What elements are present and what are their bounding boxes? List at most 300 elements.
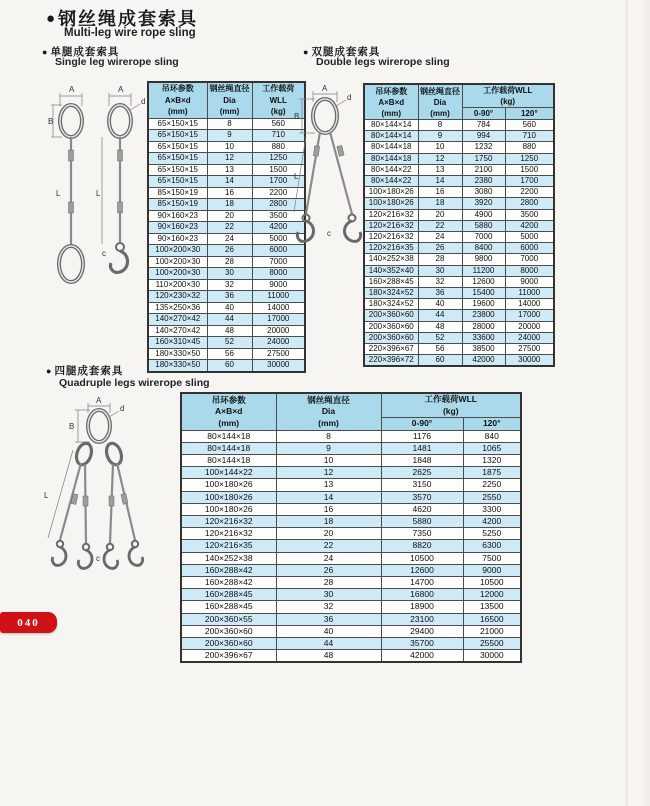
table-cell: 80×144×14	[364, 120, 418, 131]
table-cell: 30000	[505, 355, 554, 367]
table-cell: 100×180×26	[364, 198, 418, 209]
table-cell: 90×160×23	[148, 233, 207, 245]
table-cell: 18900	[381, 601, 463, 613]
dim-label-b: B	[69, 422, 75, 431]
table-row	[148, 118, 305, 130]
dim-label-c: c	[96, 554, 100, 563]
table-row	[148, 233, 305, 245]
table-cell: 40	[418, 299, 462, 310]
table-cell: 1750	[462, 153, 505, 164]
table-row	[148, 222, 305, 234]
table-cell: 1500	[252, 164, 305, 176]
table-cell: 9	[207, 130, 252, 142]
table-cell: 10	[207, 141, 252, 153]
table-cell: 22	[207, 222, 252, 234]
section-title-double-cn: 双腿成套索具	[311, 46, 381, 58]
table-cell: 44	[207, 314, 252, 326]
table-row	[148, 141, 305, 153]
table-row	[181, 479, 521, 491]
table-cell: 13	[276, 479, 381, 491]
table-cell: 5250	[463, 528, 521, 540]
table-cell: 180×330×50	[148, 360, 207, 372]
col-header-angle-120: 120°	[505, 108, 554, 120]
table-cell: 13	[207, 164, 252, 176]
table-row	[364, 243, 554, 254]
table-cell: 1500	[505, 164, 554, 175]
bullet-icon: ●	[42, 46, 49, 57]
table-row	[181, 454, 521, 466]
table-cell: 160×288×42	[181, 576, 276, 588]
table-cell: 23800	[462, 310, 505, 321]
table-cell: 20	[207, 210, 252, 222]
table-cell: 16800	[381, 589, 463, 601]
table-cell: 2100	[462, 164, 505, 175]
table-cell: 12	[276, 467, 381, 479]
table-row	[181, 528, 521, 540]
table-cell: 560	[252, 118, 305, 130]
table-cell: 33600	[462, 332, 505, 343]
table-row	[148, 187, 305, 199]
table-row	[364, 288, 554, 299]
table-row	[364, 142, 554, 153]
table-row	[364, 153, 554, 164]
table-cell: 2200	[252, 187, 305, 199]
table-cell: 65×150×15	[148, 118, 207, 130]
table-cell: 120×216×32	[364, 209, 418, 220]
table-cell: 35700	[381, 637, 463, 649]
table-row	[148, 164, 305, 176]
table-cell: 120×216×32	[364, 232, 418, 243]
table-row	[364, 344, 554, 355]
table-cell: 52	[418, 332, 462, 343]
quadruple-legs-table	[180, 392, 522, 663]
table-cell: 5000	[505, 232, 554, 243]
table-cell: 30000	[252, 360, 305, 372]
table-cell: 80×144×22	[364, 176, 418, 187]
table-row	[364, 232, 554, 243]
double-legs-sling-diagram	[292, 84, 372, 256]
table-cell: 7500	[463, 552, 521, 564]
table-cell: 12	[418, 153, 462, 164]
table-cell: 38500	[462, 344, 505, 355]
table-row	[364, 254, 554, 265]
paper-edge-shade	[642, 0, 650, 806]
table-cell: 560	[505, 120, 554, 131]
col-header-wll: 工作载荷 WLL (kg)	[252, 82, 305, 118]
table-cell: 8820	[381, 540, 463, 552]
table-cell: 13500	[463, 601, 521, 613]
table-cell: 60	[418, 355, 462, 367]
table-cell: 10500	[381, 552, 463, 564]
table-cell: 4900	[462, 209, 505, 220]
section-title-quad	[46, 363, 123, 378]
table-cell: 24000	[252, 337, 305, 349]
table-cell: 880	[252, 141, 305, 153]
table-cell: 1065	[463, 442, 521, 454]
table-cell: 200×360×60	[364, 310, 418, 321]
table-cell: 7000	[505, 254, 554, 265]
table-cell: 30	[207, 268, 252, 280]
table-cell: 4200	[463, 515, 521, 527]
table-cell: 80×144×18	[364, 153, 418, 164]
table-cell: 140×270×42	[148, 314, 207, 326]
single-leg-table	[147, 81, 306, 373]
table-cell: 12600	[381, 564, 463, 576]
table-row	[364, 187, 554, 198]
table-row	[148, 245, 305, 257]
col-header-angle-0-90: 0-90°	[381, 418, 463, 431]
table-cell: 100×180×26	[181, 491, 276, 503]
table-cell: 60	[207, 360, 252, 372]
table-cell: 120×216×32	[181, 528, 276, 540]
table-cell: 14000	[252, 302, 305, 314]
table-cell: 120×216×32	[364, 220, 418, 231]
table-cell: 28000	[462, 321, 505, 332]
table-row	[148, 291, 305, 303]
table-row	[364, 321, 554, 332]
table-cell: 3920	[462, 198, 505, 209]
page-title-cn: 钢丝绳成套索具	[58, 9, 199, 29]
table-row	[181, 467, 521, 479]
table-row	[364, 120, 554, 131]
table-cell: 5000	[252, 233, 305, 245]
col-header-angle-120: 120°	[463, 418, 521, 431]
dim-label-d: d	[347, 93, 352, 102]
table-cell: 160×288×45	[364, 276, 418, 287]
table-cell: 48	[276, 650, 381, 663]
table-cell: 1250	[252, 153, 305, 165]
table-cell: 8	[418, 120, 462, 131]
table-cell: 220×396×72	[364, 355, 418, 367]
table-cell: 56	[418, 344, 462, 355]
table-cell: 8	[207, 118, 252, 130]
table-cell: 3500	[252, 210, 305, 222]
table-cell: 40	[276, 625, 381, 637]
table-cell: 4200	[252, 222, 305, 234]
table-cell: 21000	[463, 625, 521, 637]
table-cell: 6000	[252, 245, 305, 257]
table-cell: 8000	[252, 268, 305, 280]
table-cell: 10	[276, 454, 381, 466]
table-cell: 1176	[381, 430, 463, 442]
table-cell: 9	[276, 442, 381, 454]
table-cell: 32	[276, 601, 381, 613]
table-cell: 784	[462, 120, 505, 131]
table-row	[181, 552, 521, 564]
table-row	[364, 220, 554, 231]
table-cell: 16	[276, 503, 381, 515]
table-cell: 65×150×15	[148, 153, 207, 165]
table-cell: 100×200×30	[148, 268, 207, 280]
table-cell: 180×330×50	[148, 348, 207, 360]
table-cell: 22	[418, 220, 462, 231]
page-number: 040	[17, 616, 40, 629]
table-row	[364, 355, 554, 367]
table-cell: 100×200×30	[148, 245, 207, 257]
table-cell: 2380	[462, 176, 505, 187]
table-cell: 1232	[462, 142, 505, 153]
table-cell: 14	[276, 491, 381, 503]
table-cell: 7000	[252, 256, 305, 268]
table-cell: 26	[207, 245, 252, 257]
table-row	[148, 199, 305, 211]
table-row	[148, 153, 305, 165]
table-cell: 14700	[381, 576, 463, 588]
table-cell: 28	[276, 576, 381, 588]
table-cell: 3300	[463, 503, 521, 515]
table-cell: 13	[418, 164, 462, 175]
table-row	[148, 176, 305, 188]
table-row	[148, 130, 305, 142]
table-cell: 2250	[463, 479, 521, 491]
table-cell: 20000	[505, 321, 554, 332]
table-cell: 16	[207, 187, 252, 199]
table-cell: 23100	[381, 613, 463, 625]
table-cell: 85×150×19	[148, 187, 207, 199]
table-cell: 11000	[252, 291, 305, 303]
table-cell: 18	[207, 199, 252, 211]
table-cell: 9800	[462, 254, 505, 265]
paper-crease	[626, 0, 628, 806]
section-title-single-en: Single leg wirerope sling	[55, 56, 179, 68]
table-cell: 880	[505, 142, 554, 153]
table-row	[364, 299, 554, 310]
table-cell: 65×150×15	[148, 176, 207, 188]
table-cell: 2800	[252, 199, 305, 211]
table-cell: 90×160×23	[148, 222, 207, 234]
table-cell: 56	[207, 348, 252, 360]
table-row	[148, 256, 305, 268]
dim-label-l: L	[44, 491, 49, 500]
table-cell: 36	[207, 291, 252, 303]
table-row	[181, 503, 521, 515]
table-cell: 100×144×22	[181, 467, 276, 479]
table-cell: 100×200×30	[148, 256, 207, 268]
table-cell: 7000	[462, 232, 505, 243]
table-cell: 20	[418, 209, 462, 220]
table-cell: 180×324×52	[364, 288, 418, 299]
col-header-ring-params: 吊环参数 A×B×d (mm)	[181, 393, 276, 430]
col-header-wll: 工作载荷WLL (kg)	[381, 393, 521, 418]
table-cell: 8400	[462, 243, 505, 254]
section-title-quad-cn: 四腿成套索具	[54, 365, 124, 377]
table-row	[181, 515, 521, 527]
table-row	[181, 589, 521, 601]
dim-label-a: A	[96, 396, 102, 405]
table-cell: 994	[462, 131, 505, 142]
table-cell: 36	[276, 613, 381, 625]
table-cell: 15400	[462, 288, 505, 299]
bullet-icon: ●	[303, 46, 310, 57]
table-cell: 140×270×42	[148, 325, 207, 337]
table-cell: 32	[418, 276, 462, 287]
dim-label-c: c	[102, 249, 106, 258]
table-cell: 200×360×55	[181, 613, 276, 625]
dim-label-l: L	[96, 189, 101, 198]
table-cell: 10	[418, 142, 462, 153]
table-cell: 11000	[505, 288, 554, 299]
table-cell: 80×144×18	[181, 454, 276, 466]
table-cell: 120×230×32	[148, 291, 207, 303]
dim-label-c: c	[327, 229, 331, 238]
table-cell: 710	[252, 130, 305, 142]
quadruple-legs-sling-diagram	[36, 398, 164, 586]
table-cell: 10500	[463, 576, 521, 588]
col-header-rope-dia: 钢丝绳直径 Dia (mm)	[207, 82, 252, 118]
dim-label-d: d	[141, 97, 146, 106]
table-row	[181, 601, 521, 613]
table-cell: 44	[276, 637, 381, 649]
table-cell: 27500	[252, 348, 305, 360]
table-cell: 65×150×15	[148, 164, 207, 176]
table-cell: 1700	[252, 176, 305, 188]
table-cell: 19600	[462, 299, 505, 310]
table-cell: 1481	[381, 442, 463, 454]
table-cell: 30	[418, 265, 462, 276]
table-cell: 52	[207, 337, 252, 349]
table-cell: 200×360×60	[364, 332, 418, 343]
dim-label-a: A	[322, 84, 328, 93]
table-row	[148, 337, 305, 349]
table-cell: 17000	[252, 314, 305, 326]
table-cell: 36	[418, 288, 462, 299]
table-cell: 8	[276, 430, 381, 442]
table-row	[181, 430, 521, 442]
dim-label-l: L	[294, 172, 299, 181]
col-header-rope-dia: 钢丝绳直径 Dia (mm)	[276, 393, 381, 430]
table-cell: 4200	[505, 220, 554, 231]
table-cell: 2200	[505, 187, 554, 198]
table-cell: 1320	[463, 454, 521, 466]
page-title-en: Multi-leg wire rope sling	[64, 27, 196, 39]
table-row	[181, 650, 521, 663]
section-title-quad-en: Quadruple legs wirerope sling	[59, 377, 210, 389]
table-cell: 26	[418, 243, 462, 254]
table-cell: 48	[418, 321, 462, 332]
table-cell: 3080	[462, 187, 505, 198]
table-row	[148, 325, 305, 337]
table-cell: 840	[463, 430, 521, 442]
table-cell: 14000	[505, 299, 554, 310]
table-row	[364, 332, 554, 343]
table-cell: 16	[418, 187, 462, 198]
table-row	[148, 302, 305, 314]
table-row	[364, 198, 554, 209]
table-row	[364, 276, 554, 287]
table-cell: 32	[207, 279, 252, 291]
table-row	[364, 265, 554, 276]
table-cell: 160×288×45	[181, 601, 276, 613]
table-cell: 6300	[463, 540, 521, 552]
table-cell: 20000	[252, 325, 305, 337]
section-title-single-cn: 单腿成套索具	[50, 46, 120, 58]
table-row	[181, 613, 521, 625]
table-cell: 18	[418, 198, 462, 209]
table-cell: 29400	[381, 625, 463, 637]
table-cell: 120×216×35	[364, 243, 418, 254]
table-cell: 65×150×15	[148, 130, 207, 142]
table-cell: 9	[418, 131, 462, 142]
table-cell: 80×144×18	[181, 442, 276, 454]
table-row	[148, 314, 305, 326]
table-cell: 9000	[252, 279, 305, 291]
table-cell: 80×144×18	[181, 430, 276, 442]
table-cell: 200×360×60	[181, 637, 276, 649]
table-cell: 25500	[463, 637, 521, 649]
table-cell: 12000	[463, 589, 521, 601]
table-row	[181, 540, 521, 552]
table-row	[148, 360, 305, 372]
table-cell: 14	[418, 176, 462, 187]
table-cell: 80×144×18	[364, 142, 418, 153]
table-cell: 14	[207, 176, 252, 188]
table-cell: 200×360×60	[364, 321, 418, 332]
table-cell: 7350	[381, 528, 463, 540]
table-row	[364, 131, 554, 142]
table-cell: 140×352×40	[364, 265, 418, 276]
table-cell: 2800	[505, 198, 554, 209]
table-row	[148, 348, 305, 360]
table-row	[181, 491, 521, 503]
table-row	[364, 176, 554, 187]
col-header-rope-dia: 钢丝绳直径 Dia (mm)	[418, 84, 462, 120]
table-cell: 160×288×42	[181, 564, 276, 576]
table-cell: 6000	[505, 243, 554, 254]
table-cell: 100×180×26	[181, 503, 276, 515]
table-cell: 11200	[462, 265, 505, 276]
table-row	[181, 637, 521, 649]
table-cell: 8000	[505, 265, 554, 276]
table-cell: 140×252×38	[364, 254, 418, 265]
table-cell: 160×288×45	[181, 589, 276, 601]
table-cell: 3570	[381, 491, 463, 503]
table-cell: 120×216×35	[181, 540, 276, 552]
table-cell: 24	[207, 233, 252, 245]
table-cell: 24	[276, 552, 381, 564]
table-cell: 44	[418, 310, 462, 321]
table-cell: 100×180×26	[364, 187, 418, 198]
table-row	[148, 268, 305, 280]
table-cell: 65×150×15	[148, 141, 207, 153]
table-cell: 24000	[505, 332, 554, 343]
table-cell: 140×252×38	[181, 552, 276, 564]
page-number-badge	[0, 612, 57, 633]
table-cell: 28	[418, 254, 462, 265]
table-cell: 200×360×60	[181, 625, 276, 637]
table-cell: 9000	[505, 276, 554, 287]
table-row	[181, 442, 521, 454]
single-leg-sling-diagram	[48, 84, 148, 306]
table-cell: 24	[418, 232, 462, 243]
dim-label-a: A	[69, 85, 75, 94]
table-cell: 18	[276, 515, 381, 527]
col-header-wll: 工作载荷WLL (kg)	[462, 84, 554, 108]
table-cell: 28	[207, 256, 252, 268]
dim-label-b: B	[48, 117, 54, 126]
table-cell: 30000	[463, 650, 521, 663]
table-row	[364, 209, 554, 220]
table-cell: 27500	[505, 344, 554, 355]
table-cell: 710	[505, 131, 554, 142]
table-cell: 110×200×30	[148, 279, 207, 291]
col-header-ring-params: 吊环参数 A×B×d (mm)	[148, 82, 207, 118]
table-cell: 1848	[381, 454, 463, 466]
table-cell: 2625	[381, 467, 463, 479]
col-header-ring-params: 吊环参数 A×B×d (mm)	[364, 84, 418, 120]
table-cell: 180×324×52	[364, 299, 418, 310]
double-legs-table	[363, 83, 555, 367]
table-row	[181, 625, 521, 637]
